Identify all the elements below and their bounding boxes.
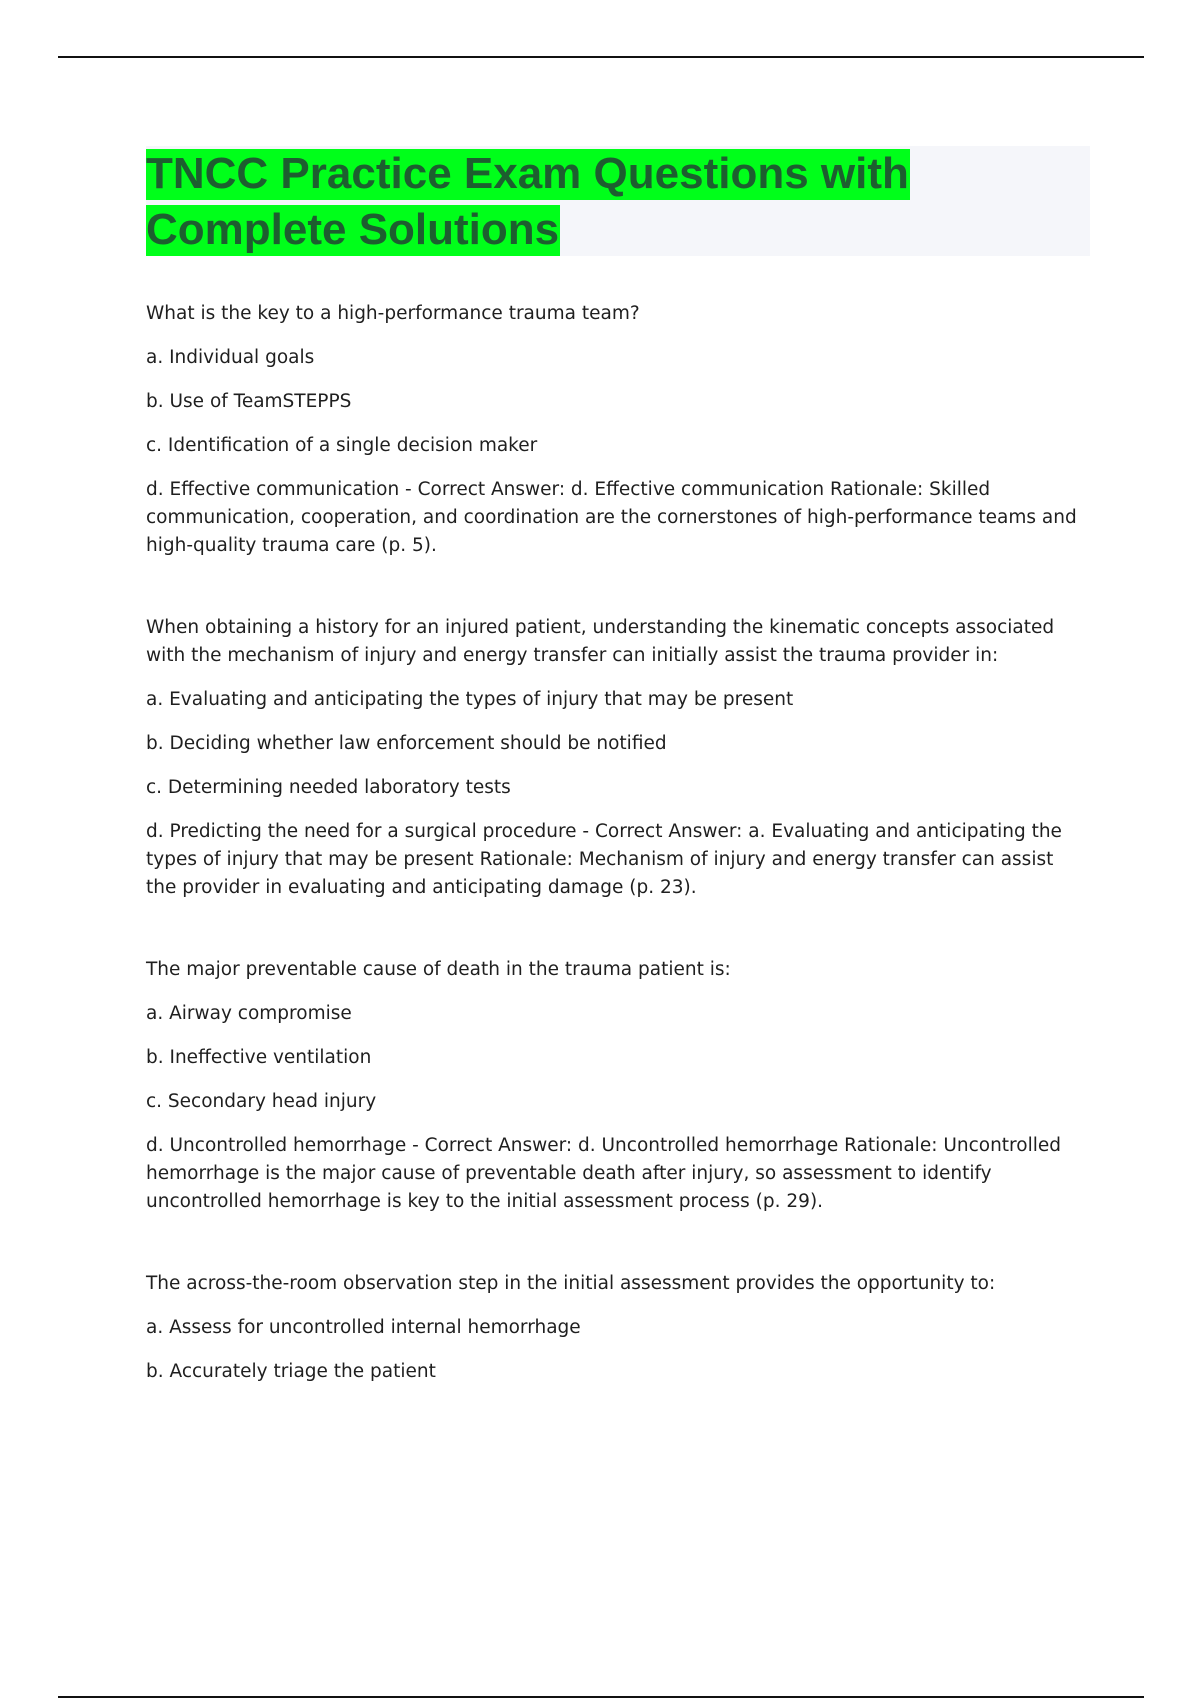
question-4 (146, 1270, 1086, 1386)
answer-option-with-solution: d. Uncontrolled hemorrhage - Correct Answer: d. Uncontrolled hemorrhage Rationale: Uncontrolled hemorrhage is the major cause of preventable death after injury, so assessment to identify uncontrolled hemorrhage is key to the initial assessment process (p. 29). (146, 1135, 1061, 1212)
answer-option: c. Secondary head injury (146, 1091, 377, 1112)
question-text: What is the key to a high-performance trauma team? (146, 303, 640, 324)
top-rule (58, 56, 1144, 58)
question-text: When obtaining a history for an injured patient, understanding the kinematic concepts associated with the mechanism of injury and energy transfer can initially assist the trauma provider in: (146, 617, 1055, 666)
bottom-rule (58, 1696, 1144, 1698)
answer-option: b. Deciding whether law enforcement should be notified (146, 733, 667, 754)
question-1 (146, 300, 1086, 560)
answer-option: a. Individual goals (146, 347, 315, 368)
answer-option: b. Use of TeamSTEPPS (146, 391, 352, 412)
title-line-1-text: TNCC Practice Exam Questions with (146, 149, 909, 198)
document-title (146, 146, 1090, 256)
question-text: The across-the-room observation step in the initial assessment provides the opportunity to: (146, 1273, 996, 1294)
answer-option: c. Identification of a single decision maker (146, 435, 538, 456)
answer-option: b. Accurately triage the patient (146, 1361, 436, 1382)
title-line-2-text: Complete Solutions (146, 205, 560, 254)
answer-option: a. Evaluating and anticipating the types of injury that may be present (146, 689, 794, 710)
answer-option-with-solution: d. Effective communication - Correct Answer: d. Effective communication Rationale: Skilled communication, cooperation, and coordination are the cornerstones of high-performance teams and high-quality trauma care (p. 5). (146, 479, 1077, 556)
answer-option: a. Assess for uncontrolled internal hemorrhage (146, 1317, 581, 1338)
answer-option: c. Determining needed laboratory tests (146, 777, 511, 798)
question-2 (146, 614, 1086, 902)
question-text: The major preventable cause of death in the trauma patient is: (146, 959, 731, 980)
answer-option: b. Ineffective ventilation (146, 1047, 372, 1068)
title-line-1 (146, 146, 910, 202)
title-line-2 (146, 202, 560, 258)
answer-option-with-solution: d. Predicting the need for a surgical procedure - Correct Answer: a. Evaluating and anticipating the types of injury that may be present Rationale: Mechanism of injury and energy transfer can assist the provider in evaluating and anticipating damage (p. 23). (146, 821, 1062, 898)
answer-option: a. Airway compromise (146, 1003, 352, 1024)
question-3 (146, 956, 1086, 1216)
questions-list (146, 300, 1086, 1440)
